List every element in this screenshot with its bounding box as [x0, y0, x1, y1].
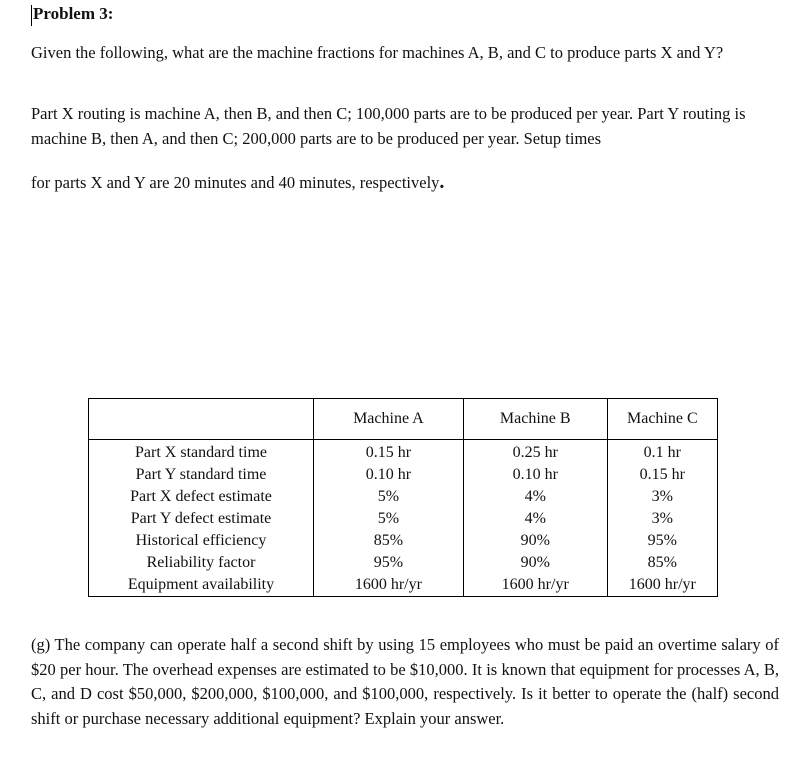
cell-value: 85% — [314, 530, 464, 552]
cell-value: 0.10 hr — [463, 464, 607, 486]
row-label: Part Y standard time — [89, 464, 314, 486]
cell-value: 95% — [314, 552, 464, 574]
column-header-machine-c: Machine C — [607, 399, 717, 440]
cell-value: 3% — [607, 486, 717, 508]
cell-value: 0.15 hr — [607, 464, 717, 486]
setup-text: for parts X and Y are 20 minutes and 40 minutes, respectively — [31, 173, 440, 192]
row-label: Part X defect estimate — [89, 486, 314, 508]
routing-paragraph: Part X routing is machine A, then B, and then C; 100,000 parts are to be produced per year. Part Y routing is machine B, then A, and then C; 200,000 parts are to be produced per year. Setup times — [31, 104, 746, 148]
intro-paragraph: Given the following, what are the machine fractions for machines A, B, and C to produce parts X and Y? — [31, 43, 724, 62]
cell-value: 1600 hr/yr — [463, 574, 607, 597]
cell-value: 95% — [607, 530, 717, 552]
column-header-machine-b: Machine B — [463, 399, 607, 440]
question-g-paragraph: (g) The company can operate half a second shift by using 15 employees who must be paid an overtime salary of $20 per hour. The overhead expenses are estimated to be $10,000. It is known that equipment for processes A, B, C, and D cost $50,000, $200,000, $100,000, and $100,000, respectively. Is it better to operate the (half) second shift or purchase necessary additional equipment? Explain your answer. — [31, 635, 779, 728]
problem-heading: Problem 3: — [33, 4, 114, 23]
cell-value: 3% — [607, 508, 717, 530]
column-header-machine-a: Machine A — [314, 399, 464, 440]
table-row — [89, 440, 718, 465]
table-row — [89, 464, 718, 486]
text-cursor — [31, 5, 32, 26]
row-label: Reliability factor — [89, 552, 314, 574]
setup-period: . — [439, 171, 445, 193]
cell-value: 90% — [463, 552, 607, 574]
row-label: Part X standard time — [89, 440, 314, 465]
cell-value: 5% — [314, 508, 464, 530]
table-row — [89, 552, 718, 574]
table-row — [89, 508, 718, 530]
cell-value: 5% — [314, 486, 464, 508]
cell-value: 4% — [463, 486, 607, 508]
cell-value: 4% — [463, 508, 607, 530]
row-label: Part Y defect estimate — [89, 508, 314, 530]
cell-value: 85% — [607, 552, 717, 574]
cell-value: 90% — [463, 530, 607, 552]
table-row — [89, 574, 718, 597]
cell-value: 1600 hr/yr — [607, 574, 717, 597]
setup-paragraph — [31, 170, 779, 195]
table-header-row — [89, 399, 718, 440]
cell-value: 0.15 hr — [314, 440, 464, 465]
table-row — [89, 486, 718, 508]
cell-value: 0.1 hr — [607, 440, 717, 465]
table-row — [89, 530, 718, 552]
machine-spec-table — [88, 398, 718, 597]
cell-value: 1600 hr/yr — [314, 574, 464, 597]
cell-value: 0.25 hr — [463, 440, 607, 465]
table-corner-cell — [89, 399, 314, 440]
row-label: Historical efficiency — [89, 530, 314, 552]
row-label: Equipment availability — [89, 574, 314, 597]
cell-value: 0.10 hr — [314, 464, 464, 486]
